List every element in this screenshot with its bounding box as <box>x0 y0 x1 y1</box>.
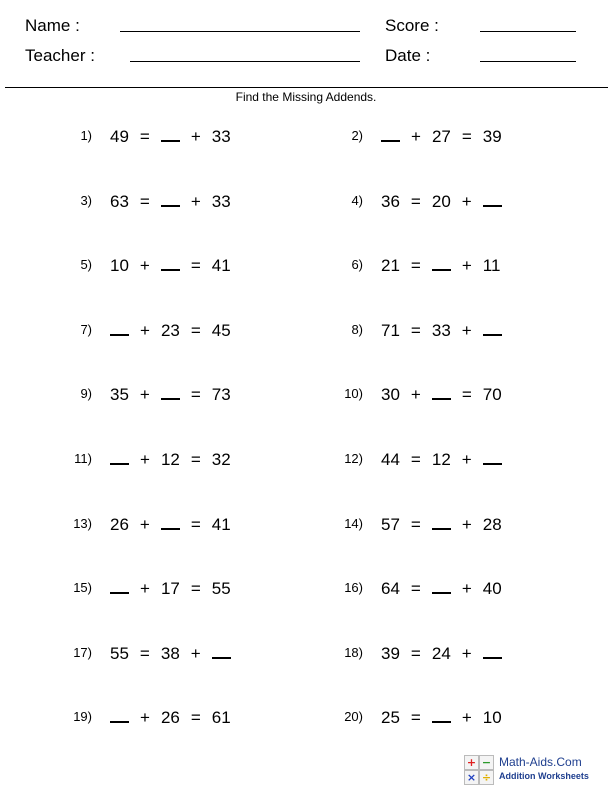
problem-number-label: 1) <box>80 128 92 143</box>
number: 64 <box>381 579 400 598</box>
problem-number-label: 18) <box>344 645 363 660</box>
problem-number-label: 8) <box>351 322 363 337</box>
number: 45 <box>211 321 231 340</box>
problem-equation <box>381 318 513 342</box>
operator: = <box>410 192 421 211</box>
problem-number-label: 19) <box>73 709 92 724</box>
number: 11 <box>482 256 501 275</box>
number: 21 <box>381 256 400 275</box>
operator: + <box>190 127 201 146</box>
answer-blank[interactable] <box>432 253 451 271</box>
problem-equation <box>381 189 513 213</box>
problem-number-label: 17) <box>73 645 92 660</box>
problem-number <box>0 382 363 406</box>
problem-number <box>0 641 363 665</box>
problem-equation <box>381 124 513 148</box>
score-field[interactable] <box>480 31 576 32</box>
problem-number <box>0 253 363 277</box>
number: 10 <box>482 708 502 727</box>
number: 38 <box>160 644 180 663</box>
number: 39 <box>482 127 502 146</box>
operator: + <box>411 127 421 146</box>
number: 20 <box>431 192 451 211</box>
number: 41 <box>211 515 231 534</box>
answer-blank[interactable] <box>432 576 451 594</box>
number: 35 <box>110 385 129 404</box>
number: 12 <box>160 450 180 469</box>
number: 63 <box>110 192 129 211</box>
operator: = <box>410 708 421 727</box>
operator: = <box>190 385 201 404</box>
logo-minus-icon: − <box>479 755 494 770</box>
math-aids-logo <box>464 755 606 785</box>
number: 55 <box>110 644 129 663</box>
operator: = <box>410 579 421 598</box>
problem-number-label: 5) <box>80 257 92 272</box>
operator: = <box>190 256 201 275</box>
operator: + <box>461 515 472 534</box>
operator: = <box>190 450 201 469</box>
problem-number-label: 16) <box>344 580 363 595</box>
problem-equation <box>381 447 513 471</box>
problem-number-label: 4) <box>351 193 363 208</box>
problem-number-label: 2) <box>351 128 363 143</box>
number: 41 <box>211 256 231 275</box>
number: 49 <box>110 127 129 146</box>
problem-number-label: 6) <box>351 257 363 272</box>
logo-times-icon: × <box>464 770 479 785</box>
name-label: Name : <box>25 16 80 35</box>
number: 30 <box>381 385 400 404</box>
logo-plus-icon: + <box>464 755 479 770</box>
problem-number-label: 7) <box>80 322 92 337</box>
number: 28 <box>482 515 502 534</box>
date-label: Date : <box>385 46 431 65</box>
operator: + <box>139 515 150 534</box>
answer-blank[interactable] <box>483 318 502 336</box>
number: 61 <box>211 708 231 727</box>
operator: = <box>139 644 150 663</box>
operator: + <box>140 450 150 469</box>
operator: = <box>139 127 150 146</box>
operator: = <box>410 515 421 534</box>
teacher-field[interactable] <box>130 61 360 62</box>
date-field[interactable] <box>480 61 576 62</box>
operator: + <box>461 450 472 469</box>
teacher-label: Teacher : <box>25 46 95 65</box>
problem-equation <box>381 512 513 536</box>
problem-number-label: 20) <box>344 709 363 724</box>
problem-number <box>0 189 363 213</box>
number: 10 <box>110 256 129 275</box>
problem-number-label: 3) <box>80 193 92 208</box>
operator: = <box>190 321 201 340</box>
number: 71 <box>381 321 400 340</box>
problem-number-label: 13) <box>73 516 92 531</box>
score-label: Score : <box>385 16 439 35</box>
operator: + <box>140 708 150 727</box>
problem-number <box>0 124 363 148</box>
number: 26 <box>160 708 180 727</box>
number: 36 <box>381 192 400 211</box>
number: 24 <box>431 644 451 663</box>
header-divider <box>5 87 608 88</box>
number: 55 <box>211 579 231 598</box>
operator: = <box>461 385 472 404</box>
operator: = <box>190 579 201 598</box>
answer-blank[interactable] <box>432 512 451 530</box>
problem-equation <box>381 576 513 600</box>
number: 23 <box>160 321 180 340</box>
operator: = <box>410 450 421 469</box>
operator: + <box>461 644 472 663</box>
instructions: Find the Missing Addends. <box>235 90 377 104</box>
number: 70 <box>482 385 502 404</box>
operator: = <box>410 256 421 275</box>
operator: + <box>461 192 472 211</box>
problem-number-label: 15) <box>73 580 92 595</box>
operator: + <box>461 579 472 598</box>
number: 44 <box>381 450 400 469</box>
operator: + <box>190 192 201 211</box>
problem-number-label: 12) <box>344 451 363 466</box>
logo-site-name: Math-Aids.Com <box>499 755 582 769</box>
operator: + <box>190 644 201 663</box>
number: 33 <box>431 321 451 340</box>
number: 32 <box>211 450 231 469</box>
operator: + <box>140 321 150 340</box>
operator: = <box>410 644 421 663</box>
answer-blank[interactable] <box>483 189 502 207</box>
answer-blank[interactable] <box>483 447 502 465</box>
answer-blank[interactable] <box>483 641 502 659</box>
operator: = <box>461 127 472 146</box>
operator: = <box>190 515 201 534</box>
problem-number <box>0 576 363 600</box>
problem-number <box>0 705 363 729</box>
number: 25 <box>381 708 400 727</box>
problem-number-label: 11) <box>74 451 92 466</box>
logo-divide-icon: ÷ <box>479 770 494 785</box>
number: 27 <box>431 127 451 146</box>
logo-subtitle: Addition Worksheets <box>499 771 589 781</box>
number: 73 <box>211 385 231 404</box>
problem-equation <box>381 253 511 277</box>
operator: + <box>461 321 472 340</box>
answer-blank[interactable] <box>432 705 451 723</box>
operator: + <box>139 256 150 275</box>
problem-number <box>0 512 363 536</box>
problem-number-label: 14) <box>344 516 363 531</box>
logo-symbol-grid <box>464 755 492 783</box>
number: 26 <box>110 515 129 534</box>
number: 12 <box>431 450 451 469</box>
name-field[interactable] <box>120 31 360 32</box>
operator: + <box>140 579 150 598</box>
answer-blank[interactable] <box>432 382 451 400</box>
operator: + <box>139 385 150 404</box>
number: 33 <box>211 192 231 211</box>
operator: = <box>139 192 150 211</box>
number: 39 <box>381 644 400 663</box>
problem-number <box>0 447 363 471</box>
number: 40 <box>482 579 502 598</box>
problem-number <box>0 318 363 342</box>
number: 17 <box>160 579 180 598</box>
problem-equation <box>381 382 513 406</box>
operator: + <box>461 708 472 727</box>
operator: = <box>410 321 421 340</box>
operator: = <box>190 708 201 727</box>
answer-blank[interactable] <box>381 124 400 142</box>
problem-number-label: 9) <box>80 386 92 401</box>
number: 57 <box>381 515 400 534</box>
operator: + <box>410 385 421 404</box>
operator: + <box>461 256 472 275</box>
problem-equation <box>381 705 513 729</box>
number: 33 <box>211 127 231 146</box>
problem-number-label: 10) <box>344 386 363 401</box>
problem-equation <box>381 641 513 665</box>
